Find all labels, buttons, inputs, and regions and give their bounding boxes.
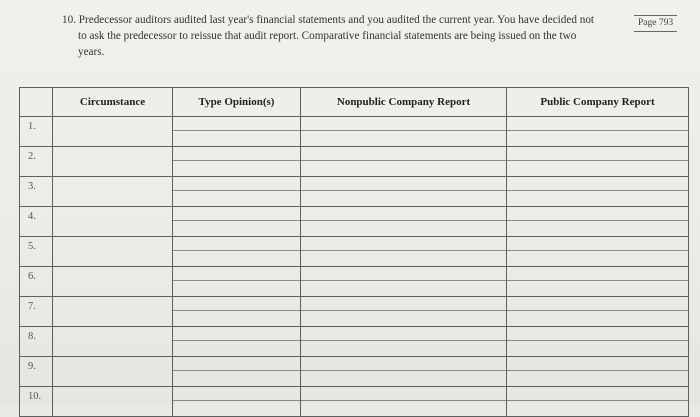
type-opinion-cell[interactable]	[173, 327, 301, 357]
type-opinion-cell[interactable]	[173, 297, 301, 327]
cell-subline	[507, 340, 688, 353]
row-number: 1.	[20, 117, 53, 147]
public-report-cell[interactable]	[507, 147, 689, 177]
public-report-cell[interactable]	[507, 327, 689, 357]
cell-subline	[301, 160, 506, 173]
type-opinion-cell[interactable]	[173, 357, 301, 387]
cell-subline	[507, 400, 688, 413]
cell-subline	[301, 220, 506, 233]
circumstance-cell[interactable]	[53, 267, 173, 297]
circumstance-cell[interactable]	[53, 357, 173, 387]
question-line-2: to ask the predecessor to reissue that audit report. Comparative financial statements are being issued on the two	[78, 30, 577, 42]
cell-subline	[173, 400, 300, 413]
cell-subline	[173, 280, 300, 293]
nonpublic-report-cell[interactable]	[301, 387, 507, 417]
cell-subline	[301, 190, 506, 203]
type-opinion-cell[interactable]	[173, 387, 301, 417]
question-line-3: years.	[78, 46, 105, 58]
type-opinion-cell[interactable]	[173, 117, 301, 147]
row-number: 8.	[20, 327, 53, 357]
table-row	[20, 237, 689, 267]
cell-subline	[301, 310, 506, 323]
type-opinion-cell[interactable]	[173, 177, 301, 207]
header-circumstance: Circumstance	[53, 88, 173, 117]
header-public-report: Public Company Report	[507, 88, 689, 117]
circumstance-cell[interactable]	[53, 147, 173, 177]
table-row	[20, 207, 689, 237]
table-header-row	[20, 88, 689, 117]
circumstance-cell[interactable]	[53, 177, 173, 207]
type-opinion-cell[interactable]	[173, 147, 301, 177]
nonpublic-report-cell[interactable]	[301, 117, 507, 147]
cell-subline	[173, 190, 300, 203]
table-row	[20, 297, 689, 327]
page-reference: Page 793	[634, 15, 677, 32]
question-text	[62, 12, 632, 60]
cell-subline	[173, 310, 300, 323]
cell-subline	[507, 220, 688, 233]
public-report-cell[interactable]	[507, 237, 689, 267]
header-index	[20, 88, 53, 117]
public-report-cell[interactable]	[507, 267, 689, 297]
cell-subline	[173, 250, 300, 263]
public-report-cell[interactable]	[507, 177, 689, 207]
cell-subline	[507, 250, 688, 263]
cell-subline	[301, 370, 506, 383]
row-number: 4.	[20, 207, 53, 237]
cell-subline	[301, 250, 506, 263]
public-report-cell[interactable]	[507, 357, 689, 387]
table-row	[20, 327, 689, 357]
circumstance-cell[interactable]	[53, 117, 173, 147]
question-number: 10.	[62, 14, 76, 26]
question-line-1: Predecessor auditors audited last year's financial statements and you audited the current year. You have decided not	[78, 14, 595, 26]
cell-subline	[173, 370, 300, 383]
header-nonpublic-report: Nonpublic Company Report	[301, 88, 507, 117]
row-number: 2.	[20, 147, 53, 177]
nonpublic-report-cell[interactable]	[301, 297, 507, 327]
public-report-cell[interactable]	[507, 117, 689, 147]
circumstance-cell[interactable]	[53, 327, 173, 357]
circumstance-cell[interactable]	[53, 297, 173, 327]
row-number: 3.	[20, 177, 53, 207]
row-number: 7.	[20, 297, 53, 327]
nonpublic-report-cell[interactable]	[301, 237, 507, 267]
table-row	[20, 177, 689, 207]
nonpublic-report-cell[interactable]	[301, 147, 507, 177]
cell-subline	[507, 190, 688, 203]
cell-subline	[507, 130, 688, 143]
row-number: 9.	[20, 357, 53, 387]
public-report-cell[interactable]	[507, 387, 689, 417]
answer-table	[19, 87, 689, 417]
circumstance-cell[interactable]	[53, 387, 173, 417]
nonpublic-report-cell[interactable]	[301, 327, 507, 357]
circumstance-cell[interactable]	[53, 207, 173, 237]
cell-subline	[507, 310, 688, 323]
nonpublic-report-cell[interactable]	[301, 177, 507, 207]
nonpublic-report-cell[interactable]	[301, 267, 507, 297]
cell-subline	[173, 340, 300, 353]
cell-subline	[507, 160, 688, 173]
cell-subline	[173, 220, 300, 233]
public-report-cell[interactable]	[507, 207, 689, 237]
row-number: 6.	[20, 267, 53, 297]
cell-subline	[507, 280, 688, 293]
table-row	[20, 147, 689, 177]
table-row	[20, 117, 689, 147]
cell-subline	[507, 370, 688, 383]
cell-subline	[301, 400, 506, 413]
table-row	[20, 387, 689, 417]
nonpublic-report-cell[interactable]	[301, 207, 507, 237]
cell-subline	[173, 130, 300, 143]
table-row	[20, 267, 689, 297]
type-opinion-cell[interactable]	[173, 237, 301, 267]
header-type-opinion: Type Opinion(s)	[173, 88, 301, 117]
public-report-cell[interactable]	[507, 297, 689, 327]
cell-subline	[301, 130, 506, 143]
type-opinion-cell[interactable]	[173, 267, 301, 297]
row-number: 10.	[20, 387, 53, 417]
circumstance-cell[interactable]	[53, 237, 173, 267]
cell-subline	[301, 340, 506, 353]
cell-subline	[173, 160, 300, 173]
nonpublic-report-cell[interactable]	[301, 357, 507, 387]
row-number: 5.	[20, 237, 53, 267]
type-opinion-cell[interactable]	[173, 207, 301, 237]
table-row	[20, 357, 689, 387]
cell-subline	[301, 280, 506, 293]
